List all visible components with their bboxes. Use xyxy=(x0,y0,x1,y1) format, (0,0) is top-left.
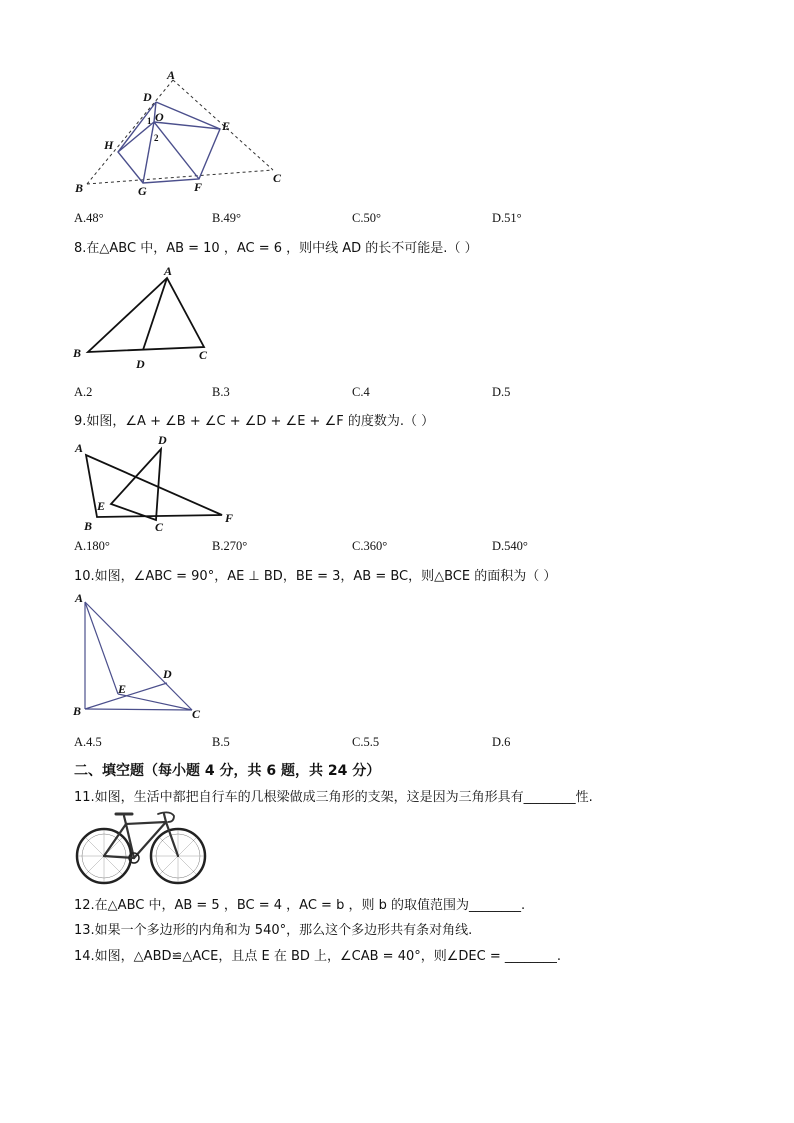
q10-option-b[interactable]: B.5 xyxy=(212,735,230,749)
q8-option-b[interactable]: B.3 xyxy=(212,385,230,399)
q10-option-c[interactable]: C.5.5 xyxy=(352,735,380,749)
fig10-label-e: E xyxy=(118,682,127,696)
fig9-label-b: B xyxy=(84,519,93,533)
q9-figure xyxy=(70,432,245,537)
fork xyxy=(166,822,178,856)
side-ab-dashed xyxy=(87,80,173,184)
q10-option-a[interactable]: A.4.5 xyxy=(74,735,102,749)
bicycle-figure xyxy=(74,808,208,886)
fig8-label-b: B xyxy=(73,346,82,360)
fig7-label-a: A xyxy=(167,68,176,82)
q7-option-a[interactable]: A.48° xyxy=(74,211,104,225)
fig7-label-2: 2 xyxy=(154,133,159,143)
fig9-label-f: F xyxy=(225,511,234,525)
q10-text: 10.如图，∠ABC = 90°，AE ⊥ BD，BE = 3，AB = BC，则△BCE 的面积为（ ） xyxy=(74,569,557,584)
q8-option-a[interactable]: A.2 xyxy=(74,385,93,399)
triangle-abf xyxy=(86,455,222,517)
segment-of xyxy=(154,122,199,179)
fig9-label-d: D xyxy=(158,433,167,447)
q10-figure xyxy=(70,590,210,720)
fig7-label-d: D xyxy=(143,90,152,104)
fig7-label-o: O xyxy=(155,110,164,124)
fig8-label-a: A xyxy=(164,264,173,278)
q7-figure xyxy=(70,66,300,200)
q12-text: 12.在△ABC 中，AB = 5 ，BC = 4 ，AC = b ，则 b 的取值范围为________. xyxy=(74,898,526,913)
fig10-label-c: C xyxy=(192,707,201,721)
q7-option-b[interactable]: B.49° xyxy=(212,211,241,225)
q9-option-c[interactable]: C.360° xyxy=(352,539,388,553)
fig7-label-f: F xyxy=(194,180,203,194)
q11-text: 11.如图，生活中都把自行车的几根梁做成三角形的支架，这是因为三角形具有________性. xyxy=(74,790,593,805)
fig7-label-1: 1 xyxy=(147,116,152,126)
top-tube xyxy=(126,822,166,824)
fig8-label-d: D xyxy=(136,357,145,371)
q9-options xyxy=(74,539,774,557)
segment-oh xyxy=(118,122,154,152)
side-bc xyxy=(85,709,192,710)
q7-option-c[interactable]: C.50° xyxy=(352,211,381,225)
hexagon-dhgfe xyxy=(118,102,220,183)
q8-options xyxy=(74,385,774,403)
q14-text: 14.如图，△ABD≌△ACE，且点 E 在 BD 上，∠CAB = 40°，则∠DEC = ________. xyxy=(74,949,561,964)
section-2-title: 二、填空题（每小题 4 分，共 6 题，共 24 分） xyxy=(74,763,381,779)
fig7-label-b: B xyxy=(75,181,84,195)
stem xyxy=(164,814,166,822)
q13-text: 13.如果一个多边形的内角和为 540°，那么这个多边形共有条对角线. xyxy=(74,923,473,938)
q7-option-d[interactable]: D.51° xyxy=(492,211,522,225)
q8-figure xyxy=(70,262,220,374)
q8-option-c[interactable]: C.4 xyxy=(352,385,370,399)
q7-options xyxy=(74,211,774,229)
fig9-label-e: E xyxy=(97,499,106,513)
segment-og xyxy=(143,122,154,183)
fig10-label-b: B xyxy=(73,704,82,718)
segment-ec xyxy=(118,694,192,710)
q10-options xyxy=(74,735,774,753)
fig7-label-g: G xyxy=(138,184,147,198)
segment-ae xyxy=(85,602,118,694)
fig10-label-a: A xyxy=(75,591,84,605)
side-bc-dashed xyxy=(87,170,273,184)
q9-option-a[interactable]: A.180° xyxy=(74,539,110,553)
q10-option-d[interactable]: D.6 xyxy=(492,735,511,749)
fig10-label-d: D xyxy=(163,667,172,681)
fig7-label-c: C xyxy=(273,171,282,185)
fig7-label-e: E xyxy=(222,119,231,133)
seat-post xyxy=(124,816,126,824)
fig8-label-c: C xyxy=(199,348,208,362)
q9-text: 9.如图，∠A + ∠B + ∠C + ∠D + ∠E + ∠F 的度数为.（ ） xyxy=(74,414,435,429)
q8-option-d[interactable]: D.5 xyxy=(492,385,511,399)
fig7-label-h: H xyxy=(104,138,114,152)
fig9-label-c: C xyxy=(155,520,164,534)
side-ac xyxy=(85,602,192,710)
fig9-label-a: A xyxy=(75,441,84,455)
q8-text: 8.在△ABC 中，AB = 10 ，AC = 6 ，则中线 AD 的长不可能是.（ ） xyxy=(74,241,478,256)
q9-option-b[interactable]: B.270° xyxy=(212,539,248,553)
q9-option-d[interactable]: D.540° xyxy=(492,539,528,553)
